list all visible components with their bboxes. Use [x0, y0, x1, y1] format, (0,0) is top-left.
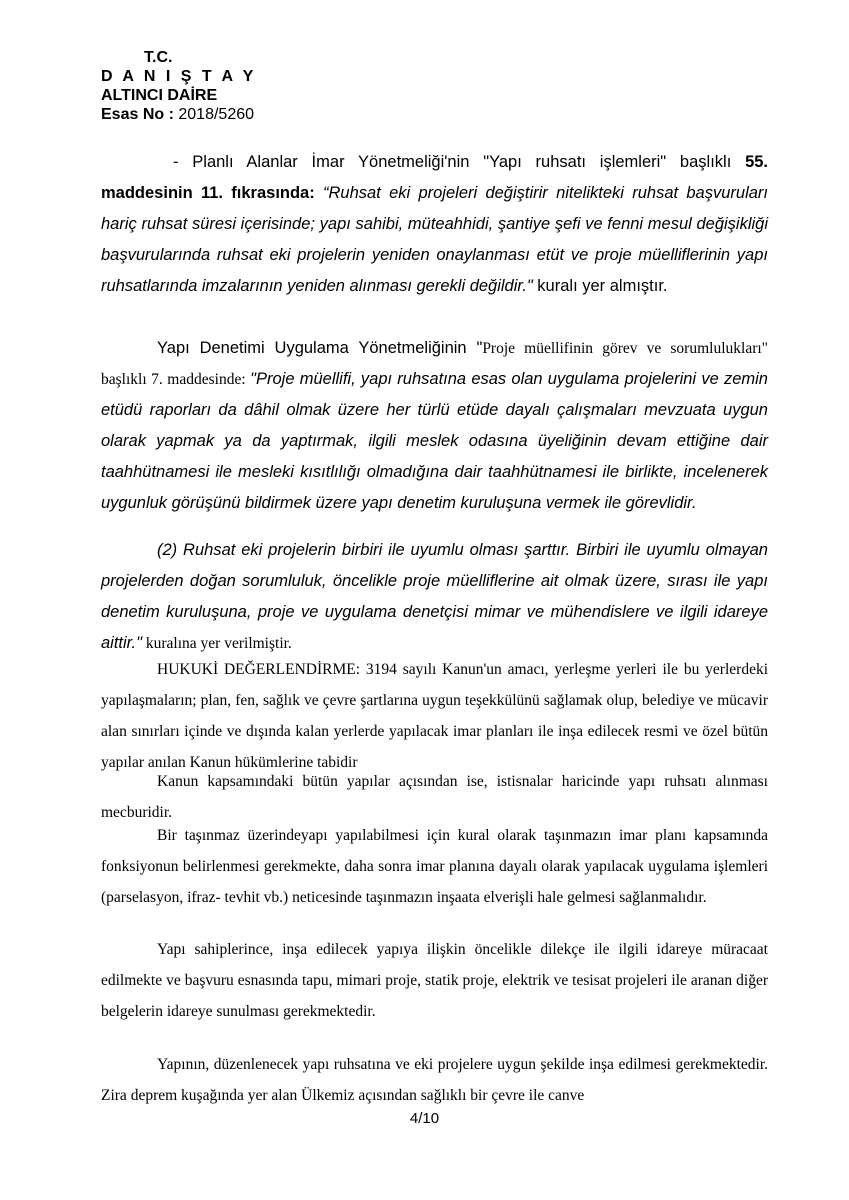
p2-quote: "Proje müellifi, yapı ruhsatına esas olan uygulama projelerini ve zemin etüdü raporları da dâhil olmak üzere her türlü etüde dayalı çalışmaları mevzuata uygun olarak yapmak ya da yaptırmak, ilgili meslek odasına üyeliğinin devam ettiğine dair taahhütnamesi ile mesleki kısıtlılığı olmadığına dair taahhütnamesi ile birlikte, incelenerek uygunluk görüşünü bildirmek üzere yapı denetim kuruluşuna vermek ile görevlidir. [101, 370, 768, 512]
case-number-value: 2018/5260 [178, 106, 255, 123]
p1-tail: kuralı yer almıştır. [532, 277, 668, 295]
document-body-3 [101, 535, 768, 659]
paragraph-1 [101, 147, 768, 302]
header-department: ALTINCI DAİRE [101, 87, 218, 104]
p1-bold: 55. maddesinin 11. fıkrasında: [101, 153, 768, 202]
paragraph-5: Kanun kapsamındaki bütün yapılar açısından ise, istisnalar haricinde yapı ruhsatı alınması mecburidir. [101, 773, 768, 821]
document-body-8 [101, 1049, 768, 1111]
document-body-4 [101, 654, 768, 778]
p3-tail: kuralına yer verilmiştir. [142, 635, 292, 652]
p1-quote: “Ruhsat eki projeleri değiştirir nitelikteki ruhsat başvuruları hariç ruhsat süresi içerisinde; yapı sahibi, müteahhidi, şantiye şefi ve fenni mesul değişikliği başvurularında ruhsat eki projelerin yeniden onaylanması etüt ve proje müelliflerinin yapı ruhsatlarında imzalarının yeniden alınması gerekli değildir." [101, 184, 768, 295]
paragraph-2 [101, 333, 768, 519]
paragraph-6: Bir taşınmaz üzerindeyapı yapılabilmesi için kural olarak taşınmazın imar planı kapsamında fonksiyonun belirlenmesi gerekmekte, daha sonra imar planına dayalı olarak yapılacak uygulama işlemleri (parselasyon, ifraz- tevhit vb.) neticesinde taşınmazın inşaata elverişli hale gelmesi sağlanmalıdır. [101, 827, 768, 906]
p2-text: Yapı Denetimi Uygulama Yönetmeliğinin " [157, 339, 483, 357]
document-body-7 [101, 934, 768, 1027]
document-body-2 [101, 333, 768, 519]
paragraph-3 [101, 535, 768, 659]
document-header [101, 48, 256, 124]
header-court-name: D A N I Ş T A Y [101, 68, 257, 85]
header-tc: T.C. [144, 49, 173, 66]
p1-text: - Planlı Alanlar İmar Yönetmeliği'nin "Yapı ruhsatı işlemleri" başlıklı [173, 153, 746, 171]
document-body-5 [101, 766, 768, 828]
p3-quote: (2) Ruhsat eki projelerin birbiri ile uyumlu olması şarttır. Birbiri ile uyumlu olmayan projelerden doğan sorumluluk, öncelikle proje müelliflerine ait olmak üzere, sırası ile yapı denetim kuruluşuna, proje ve uygulama denetçisi mimar ve mühendislere ve ilgili idareye aittir." [101, 541, 768, 652]
document-body-6 [101, 820, 768, 913]
header-case-number [101, 105, 256, 124]
paragraph-8: Yapının, düzenlenecek yapı ruhsatına ve eki projelere uygun şekilde inşa edilmesi gerekmektedir. Zira deprem kuşağında yer alan Ülkemiz açısından sağlıklı bir çevre ile canve [101, 1056, 768, 1104]
paragraph-7: Yapı sahiplerince, inşa edilecek yapıya ilişkin öncelikle dilekçe ile ilgili idareye müracaat edilmekte ve başvuru esnasında tapu, mimari proje, statik proje, elektrik ve tesisat projeleri ile aranan diğer belgelerin idareye sunulması gerekmektedir. [101, 941, 768, 1020]
case-number-label: Esas No : [101, 106, 174, 123]
paragraph-4: HUKUKİ DEĞERLENDİRME: 3194 sayılı Kanun'un amacı, yerleşme yerleri ile bu yerlerdeki yapılaşmaların; plan, fen, sağlık ve çevre şartlarına uygun teşekkülünü sağlamak olup, belediye ve mücavir alan sınırları içinde ve dışında kalan yerlerde yapılacak imar planları ile inşa edilecek resmi ve özel bütün yapılar anılan Kanun hükümlerine tabidir [101, 661, 768, 771]
p2-serif: Proje müellifinin görev ve sorumlulukları" başlıklı 7. maddesinde: [101, 340, 768, 388]
document-body [101, 147, 768, 302]
page-number: 4/10 [409, 1110, 440, 1127]
